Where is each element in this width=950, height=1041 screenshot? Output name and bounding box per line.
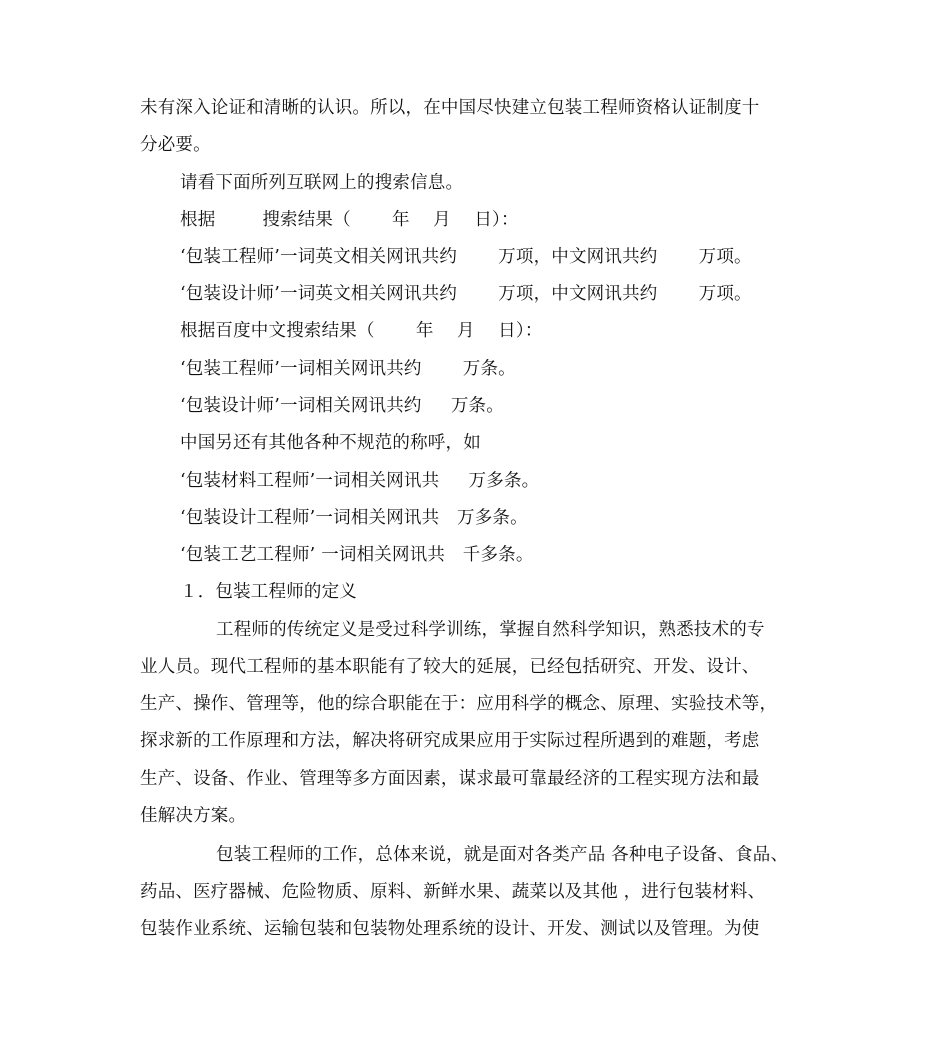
paragraph-line: 根据百度中文搜索结果（ 年 月 日）： bbox=[180, 321, 543, 341]
section-heading: １．包装工程师的定义 bbox=[180, 582, 357, 602]
paragraph-line: 生产、操作、管理等，他的综合职能在于：应用科学的概念、原理、实验技术等， bbox=[140, 694, 778, 714]
paragraph-line: ‘包装设计师’一词相关网讯共约 万条。 bbox=[180, 396, 504, 416]
paragraph-line: 未有深入论证和清晰的认识。所以，在中国尽快建立包装工程师资格认证制度十 bbox=[140, 98, 760, 118]
paragraph-line: 工程师的传统定义是受过科学训练，掌握自然科学知识，熟悉技术的专 bbox=[216, 620, 765, 640]
paragraph-line: ‘包装工程师’一词相关网讯共约 万条。 bbox=[180, 359, 516, 379]
paragraph-line: 根据 搜索结果（ 年 月 日）： bbox=[180, 210, 519, 230]
paragraph-line: 佳解决方案。 bbox=[140, 806, 247, 826]
paragraph-line: 生产、设备、作业、管理等多方面因素，谋求最可靠最经济的工程实现方法和最 bbox=[140, 769, 760, 789]
paragraph-line: 请看下面所列互联网上的搜索信息。 bbox=[180, 173, 464, 193]
paragraph-line: 业人员。现代工程师的基本职能有了较大的延展，已经包括研究、开发、设计、 bbox=[140, 657, 760, 677]
paragraph-line: ‘包装工艺工程师’ 一词相关网讯共 千多条。 bbox=[180, 545, 534, 565]
paragraph-line: ‘包装设计师’一词英文相关网讯共约 万项，中文网讯共约 万项。 bbox=[180, 284, 752, 304]
paragraph-line: 分必要。 bbox=[140, 135, 211, 155]
paragraph-line: 包装作业系统、运输包装和包装物处理系统的设计、开发、测试以及管理。为使 bbox=[140, 919, 760, 939]
paragraph-line: ‘包装工程师’一词英文相关网讯共约 万项，中文网讯共约 万项。 bbox=[180, 247, 752, 267]
paragraph-line: ‘包装设计工程师’一词相关网讯共 万多条。 bbox=[180, 508, 528, 528]
paragraph-line: 包装工程师的工作，总体来说，就是面对各类产品 各种电子设备、食品、 bbox=[216, 845, 789, 865]
paragraph-line: 药品、医疗器械、危险物质、原料、新鲜水果、蔬菜以及其他 ，进行包装材料、 bbox=[140, 882, 766, 902]
paragraph-line: ‘包装材料工程师’一词相关网讯共 万多条。 bbox=[180, 471, 540, 491]
paragraph-line: 中国另还有其他各种不规范的称呼，如 bbox=[180, 433, 481, 453]
paragraph-line: 探求新的工作原理和方法，解决将研究成果应用于实际过程所遇到的难题，考虑 bbox=[140, 731, 760, 751]
